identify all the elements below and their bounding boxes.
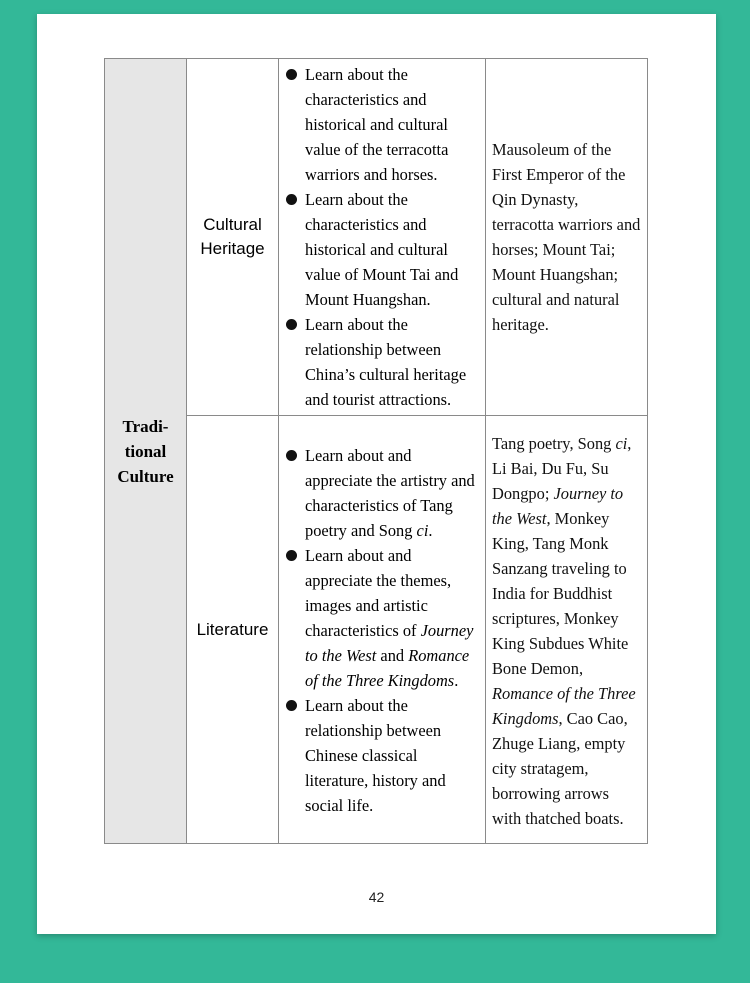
list-item: [279, 693, 485, 818]
category-cell: [105, 59, 187, 844]
bullet-icon: [286, 450, 297, 461]
list-item: [279, 187, 485, 312]
text-run: Learn about and appreciate the themes, images and artistic characteristics of: [305, 546, 452, 640]
goals-cell: [279, 416, 486, 844]
curriculum-table: [104, 58, 648, 844]
italic-term: ci: [615, 433, 628, 453]
bullet-icon: [286, 319, 297, 330]
bullet-icon: [286, 550, 297, 561]
goal-list: [279, 443, 485, 818]
list-item: [279, 62, 485, 187]
topic-label: [200, 215, 264, 258]
category-line-2: tional: [124, 441, 167, 461]
italic-term: ci: [416, 521, 429, 540]
goal-text: Learn about the characteristics and historical and cultural value of Mount Tai and Mount Huangshan.: [305, 190, 459, 309]
category-label: [117, 414, 173, 489]
goal-list: [279, 62, 485, 412]
text-run: Learn about and appreciate the artistry and characteristics of Tang poetry and Song: [305, 446, 475, 540]
text-run: , Cao Cao, Zhuge Liang, empty city stratagem, borrowing arrows with thatched boats.: [492, 708, 628, 828]
page-number: 42: [368, 889, 385, 905]
content-text: [486, 428, 647, 832]
italic-title: Journey to the West: [492, 483, 624, 528]
goal-text: [305, 446, 475, 540]
topic-label: Literature: [196, 619, 269, 639]
list-item: [279, 443, 485, 543]
table-row: [105, 59, 648, 416]
goals-cell: [279, 59, 486, 416]
category-line-3: Culture: [117, 466, 174, 486]
bullet-icon: [286, 69, 297, 80]
italic-title: Romance of the Three Kingdoms: [305, 646, 470, 690]
text-run: , Li Bai, Du Fu, Su Dongpo;: [492, 433, 632, 503]
goal-text: Learn about the relationship between China’s cultural heritage and tourist attractions.: [305, 315, 467, 409]
content-cell: [486, 59, 648, 416]
bullet-icon: [286, 194, 297, 205]
table-row: [105, 416, 648, 844]
italic-title: Journey to the West: [305, 621, 474, 665]
content-text: Mausoleum of the First Emperor of the Qin Dynasty, terracotta warriors and horses; Mount Tai; Mount Huangshan; cultural and natural heritage.: [492, 140, 641, 334]
topic-cell: [187, 59, 279, 416]
list-item: [279, 312, 485, 412]
topic-label-line: Cultural: [203, 215, 262, 234]
document-page: [37, 14, 716, 934]
text-run: , Monkey King, Tang Monk Sanzang traveling to India for Buddhist scriptures, Monkey King Subdues White Bone Demon,: [492, 508, 629, 678]
text-run: Tang poetry, Song: [492, 433, 616, 453]
goal-text: Learn about the characteristics and historical and cultural value of the terracotta warriors and horses.: [305, 65, 449, 184]
content-cell: [486, 416, 648, 844]
topic-label-line: Heritage: [200, 239, 265, 258]
list-item: [279, 543, 485, 693]
text-run: and: [376, 646, 409, 665]
category-line-1: Tradi-: [122, 416, 169, 436]
bullet-icon: [286, 700, 297, 711]
topic-cell: [187, 416, 279, 844]
text-run: .: [454, 671, 459, 690]
goal-text: [305, 546, 473, 690]
goal-text: Learn about the relationship between Chinese classical literature, history and social life.: [305, 696, 446, 815]
italic-title: Romance of the Three Kingdoms: [492, 683, 636, 728]
text-run: .: [428, 521, 433, 540]
